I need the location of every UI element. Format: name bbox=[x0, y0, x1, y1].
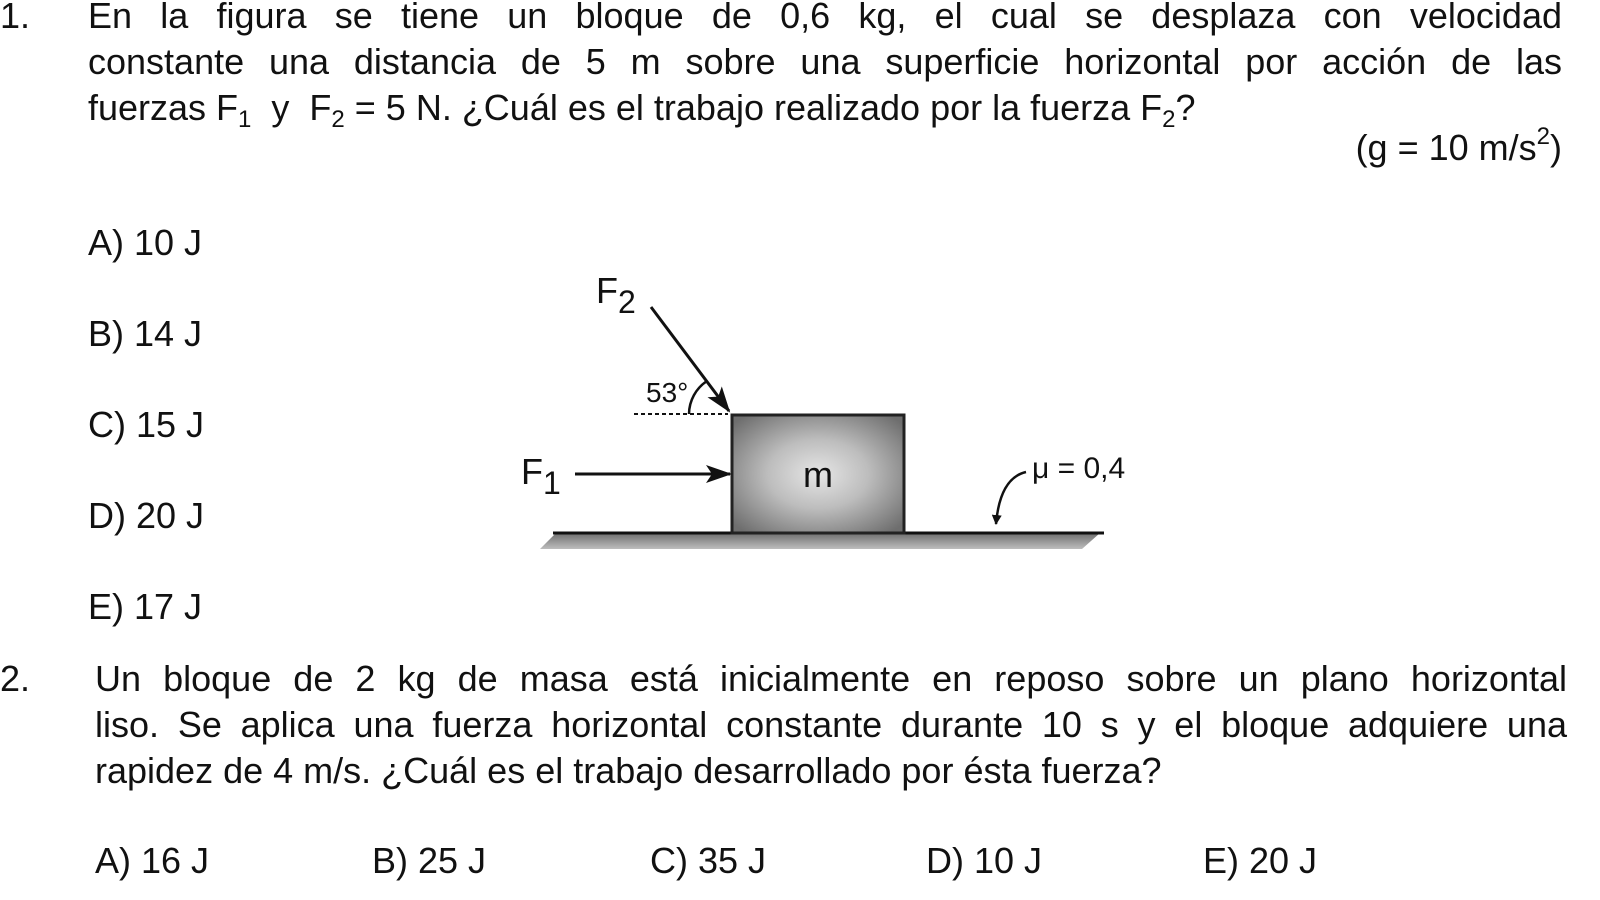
q1-line3-c: = 5 N. ¿Cuál es el trabajo realizado por la fuerza F bbox=[344, 87, 1163, 128]
q1-line3-d: ? bbox=[1175, 87, 1196, 128]
mass-label: m bbox=[803, 454, 833, 495]
q1-number: 1. bbox=[0, 0, 31, 36]
gravity-sup: 2 bbox=[1536, 123, 1550, 150]
q2-line-3: rapidez de 4 m/s. ¿Cuál es el trabajo desarrollado por ésta fuerza? bbox=[95, 750, 1162, 791]
q1-line3-sub1: 1 bbox=[238, 106, 252, 133]
q2-option-b[interactable]: B) 25 J bbox=[372, 840, 487, 881]
f1-subscript: 1 bbox=[543, 465, 561, 501]
q1-option-b[interactable]: B) 14 J bbox=[88, 313, 203, 354]
q2-option-a[interactable]: A) 16 J bbox=[95, 840, 210, 881]
q2-number: 2. bbox=[0, 658, 31, 699]
mu-pointer bbox=[996, 472, 1026, 524]
f2-subscript: 2 bbox=[618, 284, 636, 320]
q2-option-c[interactable]: C) 35 J bbox=[650, 840, 767, 881]
q1-option-c[interactable]: C) 15 J bbox=[88, 404, 205, 445]
q1-line3-sub3: 2 bbox=[1162, 106, 1176, 133]
q2-line-1: Un bloque de 2 kg de masa está inicialmente en reposo sobre un plano horizontal bbox=[95, 658, 1567, 699]
f2-label bbox=[596, 270, 636, 320]
mu-label: μ = 0,4 bbox=[1032, 452, 1126, 485]
q1-option-a[interactable]: A) 10 J bbox=[88, 222, 203, 263]
q2-option-e[interactable]: E) 20 J bbox=[1203, 840, 1318, 881]
angle-label: 53° bbox=[646, 377, 689, 408]
q1-line3-b: y F bbox=[251, 87, 332, 128]
q1-line-1: En la figura se tiene un bloque de 0,6 kg, el cual se desplaza con velocidad bbox=[88, 0, 1562, 36]
f1-letter: F bbox=[521, 451, 543, 492]
q1-option-e[interactable]: E) 17 J bbox=[88, 586, 203, 627]
q2-line-2: liso. Se aplica una fuerza horizontal constante durante 10 s y el bloque adquiere una bbox=[95, 704, 1567, 745]
angle-arc bbox=[689, 381, 707, 414]
q2-text bbox=[95, 656, 1567, 748]
q1-line3-a: fuerzas F bbox=[88, 87, 239, 128]
q1-option-d[interactable]: D) 20 J bbox=[88, 495, 205, 536]
f1-label bbox=[521, 451, 561, 501]
q1-line3-sub2: 2 bbox=[331, 106, 345, 133]
q2-option-d[interactable]: D) 10 J bbox=[926, 840, 1043, 881]
f2-letter: F bbox=[596, 270, 618, 311]
gravity-b: ) bbox=[1550, 127, 1562, 168]
floor-shadow bbox=[540, 533, 1100, 549]
q1-line-2: constante una distancia de 5 m sobre una superficie horizontal por acción de las bbox=[88, 41, 1562, 82]
gravity-a: (g = 10 m/s bbox=[1355, 127, 1537, 168]
